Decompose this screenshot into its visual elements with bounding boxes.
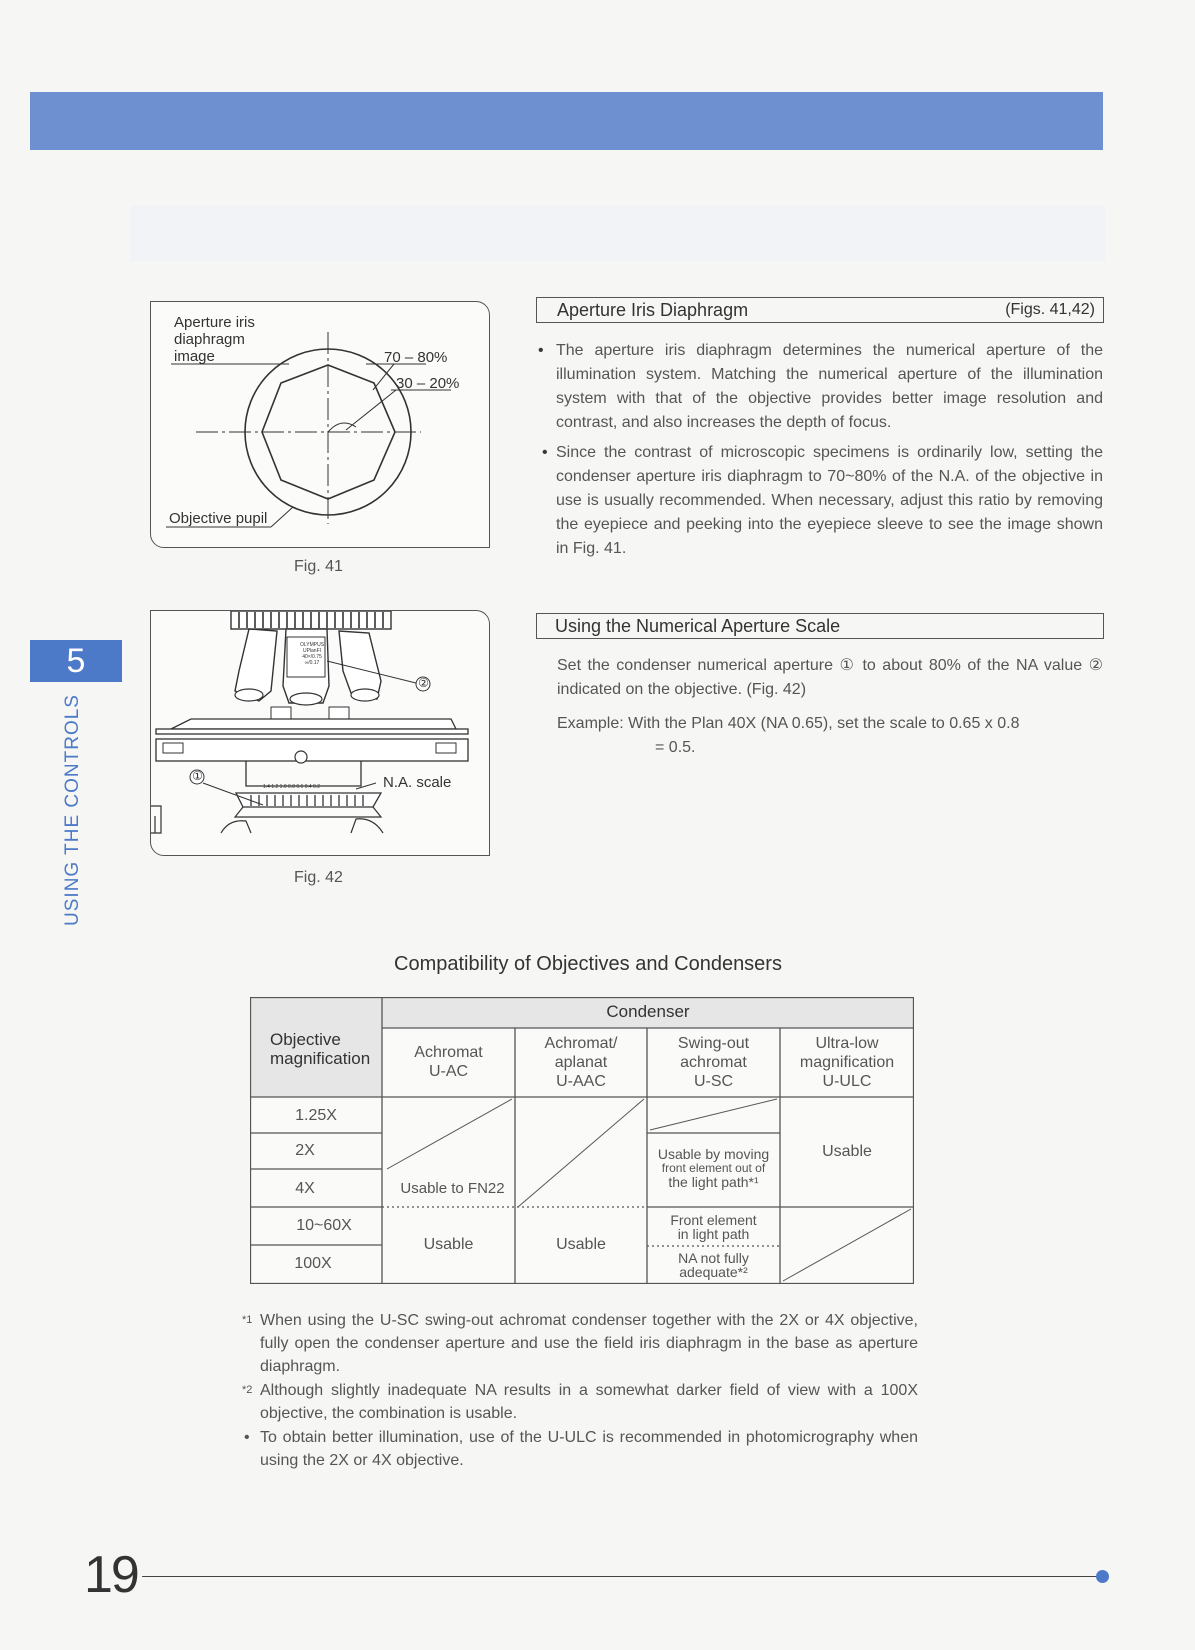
col-header-u-ulc-line3: U-ULC — [822, 1073, 872, 1090]
objective-engraving-cover: ∞/0.17 — [304, 660, 320, 666]
note-2-mark: *2 — [242, 1384, 253, 1396]
row-label-1-25x: 1.25X — [295, 1107, 337, 1124]
cell-usc-low-line3: the light path*¹ — [668, 1174, 759, 1190]
callout-2-label: ② — [418, 676, 429, 690]
na-scale-label: N.A. scale — [383, 774, 452, 791]
header-condenser: Condenser — [606, 1002, 690, 1021]
aperture-bullet-1-text: The aperture iris diaphragm determines the numerical aperture of the illumination system. Matching the numerical aperture of the illumination system with that of the objective provides better image resolution and contrast, and also increases the depth of focus. — [556, 342, 1103, 431]
objective-engraving-model: UPlanFI — [302, 648, 322, 654]
objective-engraving — [295, 642, 329, 666]
cell-usc-low-line1: Usable by moving — [657, 1146, 770, 1162]
figure-42 — [150, 610, 490, 856]
col-header-u-ac-line2: U-AC — [428, 1063, 469, 1080]
label-percent-30-20: 30 – 20% — [396, 375, 460, 392]
aperture-bullet-1 — [538, 339, 1103, 435]
figure-41-caption: Fig. 41 — [294, 558, 343, 575]
col-header-u-sc — [647, 1034, 780, 1091]
na-scale-paragraph-2b: = 0.5. — [655, 739, 696, 756]
header-band — [30, 92, 1103, 150]
section-figs-ref: (Figs. 41,42) — [1005, 301, 1095, 318]
label-aperture-line3: image — [174, 348, 215, 365]
page-number: 19 — [84, 1546, 138, 1604]
header-objective-line1: Objective — [270, 1030, 341, 1049]
row-label-2x: 2X — [295, 1142, 315, 1159]
col-header-u-sc-line1: Swing-out — [677, 1035, 750, 1052]
header-objective-line2: magnification — [270, 1049, 371, 1068]
cell-usc-na — [647, 1251, 780, 1279]
bullet-dot: • — [244, 1429, 250, 1446]
compat-table-title: Compatibility of Objectives and Condensers — [394, 953, 782, 975]
na-scale-paragraph-2a: Example: With the Plan 40X (NA 0.65), set the scale to 0.65 x 0.8 — [557, 715, 1020, 732]
cell-usc-front-element — [647, 1213, 780, 1241]
col-header-u-aac-line3: U-AAC — [556, 1073, 606, 1090]
label-objective-pupil: Objective pupil — [169, 510, 268, 527]
condenser-scale-marks: 1.4 1.2 1.0 0.8 0.6 0.4 0.2 — [263, 784, 320, 790]
label-aperture-line2: diaphragm — [174, 331, 245, 348]
objective-engraving-brand: OLYMPUS — [299, 642, 325, 648]
na-scale-paragraph-1: Set the condenser numerical aperture ① to about 80% of the NA value ② indicated on the objective. (Fig. 42) — [557, 657, 1103, 698]
col-header-u-ulc — [780, 1034, 914, 1091]
cell-usc-na-line2: adequate*² — [679, 1264, 748, 1280]
cell-usc-front-line1: Front element — [670, 1212, 757, 1228]
label-percent-70-80: 70 – 80% — [384, 349, 448, 366]
cell-uulc-low: Usable — [822, 1143, 872, 1160]
note-3-text: To obtain better illumination, use of the U-ULC is recommended in photomicrography when using the 2X or 4X objective. — [260, 1429, 918, 1469]
section-heading-aperture — [536, 297, 1104, 323]
cell-usc-low-line2: front element out of — [661, 1161, 766, 1175]
cell-uac-4x: Usable to FN22 — [400, 1180, 505, 1197]
header-objective — [270, 1030, 370, 1068]
col-header-u-ulc-line1: Ultra-low — [815, 1035, 879, 1052]
cell-uac-high: Usable — [423, 1236, 474, 1253]
col-header-u-ac-line1: Achromat — [414, 1044, 483, 1061]
bullet-dot: • — [542, 444, 548, 461]
row-label-100x: 100X — [294, 1255, 332, 1272]
header-ghost-band — [130, 205, 1105, 261]
objective-engraving-na: 40×/0.75 — [302, 654, 322, 660]
col-header-u-sc-line3: U-SC — [693, 1073, 734, 1090]
col-header-u-ac — [382, 1043, 515, 1081]
col-header-u-ulc-line2: magnification — [799, 1054, 895, 1071]
bullet-dot: • — [538, 342, 544, 359]
footer-rule — [142, 1576, 1098, 1577]
section-heading-na-scale — [536, 613, 1104, 639]
note-2 — [242, 1379, 918, 1425]
figure-41 — [150, 301, 490, 548]
row-label-4x: 4X — [295, 1180, 315, 1197]
note-2-text: Although slightly inadequate NA results in a somewhat darker field of view with a 100X objective, the combination is usable. — [260, 1382, 918, 1422]
aperture-bullet-2-text: Since the contrast of microscopic specimens is ordinarily low, setting the condenser aperture iris diaphragm to 70~80% of the N.A. of the objective in use is usually recommended. When necessary, adjust this ratio by removing the eyepiece and peeking into the eyepiece sleeve to see the image shown in Fig. 41. — [556, 444, 1103, 557]
section-title-na-scale: Using the Numerical Aperture Scale — [555, 616, 841, 636]
label-aperture-line1: Aperture iris — [174, 314, 255, 331]
cell-uaac-high: Usable — [556, 1236, 606, 1253]
aperture-bullet-2 — [542, 441, 1103, 561]
cell-usc-low — [647, 1147, 780, 1189]
col-header-u-aac-line1: Achromat/ — [544, 1035, 618, 1052]
chapter-label: USING THE CONTROLS — [62, 694, 83, 926]
row-label-10-60x: 10~60X — [296, 1217, 352, 1234]
chapter-number: 5 — [66, 642, 86, 680]
compat-table — [250, 997, 914, 1284]
note-1-mark: *1 — [242, 1314, 253, 1326]
footer-rule-dot — [1096, 1570, 1109, 1583]
note-1-text: When using the U-SC swing-out achromat condenser together with the 2X or 4X objective, fully open the condenser aperture and use the field iris diaphragm in the base as aperture diaphragm. — [260, 1312, 918, 1375]
cell-usc-na-line1: NA not fully — [678, 1250, 749, 1266]
note-1 — [242, 1309, 918, 1378]
section-title-aperture: Aperture Iris Diaphragm — [557, 300, 749, 320]
col-header-u-aac-line2: aplanat — [554, 1054, 608, 1071]
note-3 — [244, 1426, 918, 1472]
figure-42-caption: Fig. 42 — [294, 869, 343, 886]
cell-usc-front-line2: in light path — [677, 1226, 750, 1242]
chapter-label-wrap — [53, 690, 93, 930]
callout-1-label: ① — [192, 769, 203, 783]
col-header-u-sc-line2: achromat — [680, 1054, 747, 1071]
col-header-u-aac — [515, 1034, 647, 1091]
